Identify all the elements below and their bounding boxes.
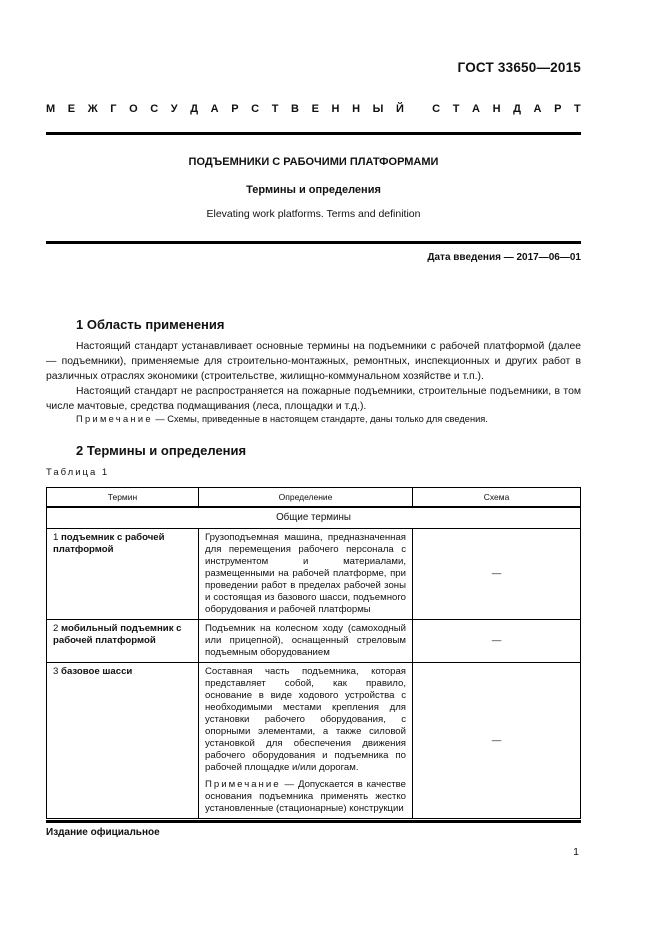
label-letter: А [533, 103, 542, 115]
label-letter: Ы [372, 103, 384, 115]
term-name: подъемник с рабочей платформой [53, 532, 165, 555]
document-subtitle: Термины и определения [246, 184, 381, 196]
column-header-definition: Определение [199, 488, 413, 508]
term-cell [47, 663, 199, 819]
table-row [47, 529, 581, 620]
term-number: 3 [53, 666, 59, 677]
term-name: базовое шасси [61, 666, 133, 677]
term-cell [47, 529, 199, 620]
section-1-note [76, 414, 488, 424]
label-letter: Н [352, 103, 361, 115]
label-letter: О [129, 103, 138, 115]
label-letter [416, 103, 419, 115]
label-letter: Н [331, 103, 340, 115]
document-title-english: Elevating work platforms. Terms and definition [206, 208, 421, 220]
document-code: ГОСТ 33650—2015 [457, 60, 581, 75]
label-letter: Д [513, 103, 521, 115]
label-letter: Р [554, 103, 562, 115]
note-label: Примечание [205, 779, 281, 790]
official-edition-label: Издание официальное [46, 827, 160, 838]
definition-text: Составная часть подъемника, которая представляет собой, как правило, основание в виде ходового устройства с необходимыми местами крепления для установки рабочего оборудования, с опорными элементами, а также силовой установкой для обеспечения движения рабочего оборудования и подъемника по рабочей площадке и/или дорогам. [205, 666, 406, 773]
term-name: мобильный подъемник с рабочей платформой [53, 623, 182, 646]
label-letter: С [251, 103, 260, 115]
label-letter: В [291, 103, 299, 115]
table-row [47, 663, 581, 819]
table-caption: Таблица 1 [46, 467, 110, 478]
label-letter: Р [231, 103, 239, 115]
label-letter: С [432, 103, 441, 115]
note-label: Примечание [76, 414, 153, 424]
section-2-heading: 2 Термины и определения [76, 443, 247, 458]
page-number: 1 [573, 846, 579, 858]
label-letter: А [210, 103, 219, 115]
introduction-date: Дата введения — 2017—06—01 [427, 252, 581, 263]
label-letter: Ж [87, 103, 98, 115]
terms-table [46, 487, 581, 819]
schema-cell: — [413, 620, 581, 663]
paragraph: Настоящий стандарт устанавливает основные термины на подъемники с рабочей платформой (далее — подъемники), применяемые для строительно-монтажных, ремонтных, инспекционных и других работ в различных отраслях экономики (строительстве, жилищно-коммунальном хозяйстве и т.п.). [46, 341, 581, 382]
label-letter: А [472, 103, 480, 115]
schema-cell: — [413, 529, 581, 620]
label-letter: Т [271, 103, 279, 115]
term-number: 1 [53, 532, 59, 543]
interstate-standard-label [46, 103, 581, 115]
definition-note [205, 779, 406, 815]
definition-cell: Грузоподъемная машина, предназначенная для перемещения рабочего персонала с инструментом и материалами, размещенными на рабочей платформе, при проведении работ в пределах рабочей зоны и состоящая из базового шасси, подъемного оборудования и рабочей платформы [199, 529, 413, 620]
table-row [47, 620, 581, 663]
term-number: 2 [53, 623, 59, 634]
group-label: Общие термины [47, 507, 581, 529]
label-letter: С [150, 103, 159, 115]
note-text: — Допускается в качестве основания подъемника применять жестко установленные (стационарные) конструкции [205, 779, 406, 814]
column-header-term: Термин [47, 488, 199, 508]
label-letter: Т [574, 103, 581, 115]
header-rule [46, 132, 581, 135]
section-1-heading: 1 Область применения [76, 317, 225, 332]
label-letter: Е [67, 103, 76, 115]
label-letter: Й [395, 103, 404, 115]
section-1-body [46, 339, 581, 414]
label-letter: Е [311, 103, 319, 115]
title-rule [46, 241, 581, 244]
label-letter: Д [190, 103, 199, 115]
column-header-schema: Схема [413, 488, 581, 508]
definition-cell [199, 663, 413, 819]
note-text: — Схемы, приведенные в настоящем стандарте, даны только для сведения. [152, 414, 488, 424]
schema-cell: — [413, 663, 581, 819]
definition-cell: Подъемник на колесном ходу (самоходный или прицепной), оснащенный стреловым подъемным оборудованием [199, 620, 413, 663]
footer-rule [46, 820, 581, 823]
label-letter: У [170, 103, 178, 115]
term-cell [47, 620, 199, 663]
label-letter: Н [492, 103, 501, 115]
document-title: ПОДЪЕМНИКИ С РАБОЧИМИ ПЛАТФОРМАМИ [188, 156, 439, 168]
label-letter: М [46, 103, 56, 115]
paragraph: Настоящий стандарт не распространяется на пожарные подъемники, строительные подъемники, в том числе мачтовые, средства подмащивания (леса, площадки и т.д.). [46, 386, 581, 412]
table-group-row [47, 507, 581, 529]
table-header-row [47, 488, 581, 508]
label-letter: Г [110, 103, 117, 115]
label-letter: Т [452, 103, 460, 115]
